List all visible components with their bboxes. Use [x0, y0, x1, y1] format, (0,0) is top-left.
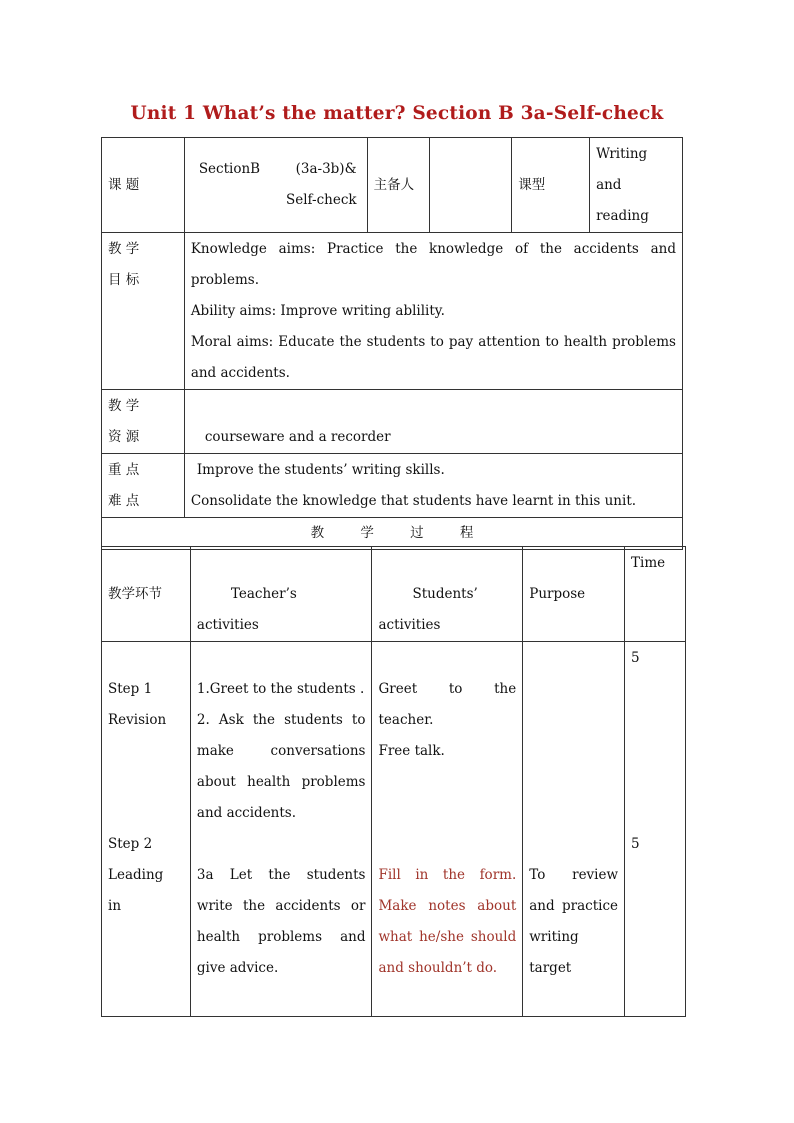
keypoints-content-cell — [184, 454, 682, 518]
col-time-header: Time — [631, 555, 666, 571]
preparer-value-cell — [430, 138, 512, 233]
type-label-cell — [512, 138, 590, 233]
student-activity-1: Greet to the teacher. — [378, 681, 517, 728]
col-teacher-cell — [190, 547, 372, 642]
lesson-info-table — [101, 137, 683, 550]
students-activities-cell — [372, 642, 523, 1017]
time-1: 5 — [631, 650, 640, 666]
teacher-activity-2: 2. Ask the students to make conversations about health problems and accidents. — [196, 712, 366, 821]
key-point-2: Consolidate the knowledge that students have learnt in this unit. — [190, 493, 637, 509]
type-value-1: Writing — [596, 146, 648, 162]
resources-label-2: 资 源 — [108, 429, 140, 445]
type-value-cell — [590, 138, 683, 233]
section-cell — [184, 138, 367, 233]
resources-label-cell — [102, 390, 185, 454]
step2-name-2: Leading — [108, 867, 164, 883]
teacher-activity-3: 3a Let the students write the accidents or health problems and give advice. — [196, 867, 366, 976]
resources-label-1: 教 学 — [108, 398, 140, 414]
ability-aim: Ability aims: Improve writing ablility. — [190, 303, 445, 319]
keypoints-label-1: 重 点 — [108, 462, 140, 478]
step2-name-3: in — [108, 898, 122, 914]
process-header: 教 学 过 程 — [310, 525, 474, 541]
process-header-cell — [102, 518, 683, 550]
col-students-cell — [372, 547, 523, 642]
teacher-activity-1: 1.Greet to the students . — [196, 681, 365, 697]
type-value-3: reading — [596, 208, 649, 224]
keypoints-label-cell — [102, 454, 185, 518]
preparer-label-cell — [367, 138, 430, 233]
topic-label: 课 题 — [108, 177, 140, 193]
topic-label-cell — [102, 138, 185, 233]
aims-content-cell — [184, 233, 682, 390]
col-students-header-2: activities — [378, 617, 441, 633]
resources-content-cell — [184, 390, 682, 454]
purpose-cell — [523, 642, 625, 1017]
time-2: 5 — [631, 836, 640, 852]
teacher-activities-cell — [190, 642, 372, 1017]
col-students-header-1: Students’ — [412, 586, 478, 602]
col-step-header: 教学环节 — [108, 586, 162, 602]
preparer-label: 主备人 — [373, 177, 415, 193]
step2-name-1: Step 2 — [108, 836, 153, 852]
step1-name-2: Revision — [108, 712, 167, 728]
time-cell — [625, 642, 686, 1017]
step1-name-1: Step 1 — [108, 681, 153, 697]
col-time-cell — [625, 547, 686, 642]
aims-label-1: 教 学 — [108, 241, 140, 257]
type-label: 课型 — [518, 177, 546, 193]
process-table — [101, 546, 686, 1017]
purpose-3: To review and practice writing target — [529, 867, 619, 976]
col-teacher-header-1: Teacher’s — [230, 586, 297, 602]
type-value-2: and — [596, 177, 622, 193]
key-point-1: Improve the students’ writing skills. — [196, 462, 445, 478]
col-step-cell — [102, 547, 191, 642]
student-activity-3: Fill in the form. Make notes about what he/she should and shouldn’t do. — [378, 867, 517, 976]
aims-label-cell — [102, 233, 185, 390]
col-purpose-header: Purpose — [529, 586, 586, 602]
section-selfcheck: Self-check — [285, 192, 357, 208]
student-activity-2: Free talk. — [378, 743, 445, 759]
col-purpose-cell — [523, 547, 625, 642]
keypoints-label-2: 难 点 — [108, 493, 140, 509]
col-teacher-header-2: activities — [196, 617, 259, 633]
section-range: (3a-3b)& — [295, 161, 357, 177]
knowledge-aim: Knowledge aims: Practice the knowledge of the accidents and problems. — [190, 241, 676, 288]
steps-cell — [102, 642, 191, 1017]
aims-label-2: 目 标 — [108, 272, 140, 288]
resources-value: courseware and a recorder — [204, 429, 391, 445]
section-name: SectionB — [198, 161, 261, 177]
page-title: Unit 1 What’s the matter? Section B 3a-Self-check — [130, 103, 664, 124]
moral-aim: Moral aims: Educate the students to pay attention to health problems and accidents. — [190, 334, 676, 381]
